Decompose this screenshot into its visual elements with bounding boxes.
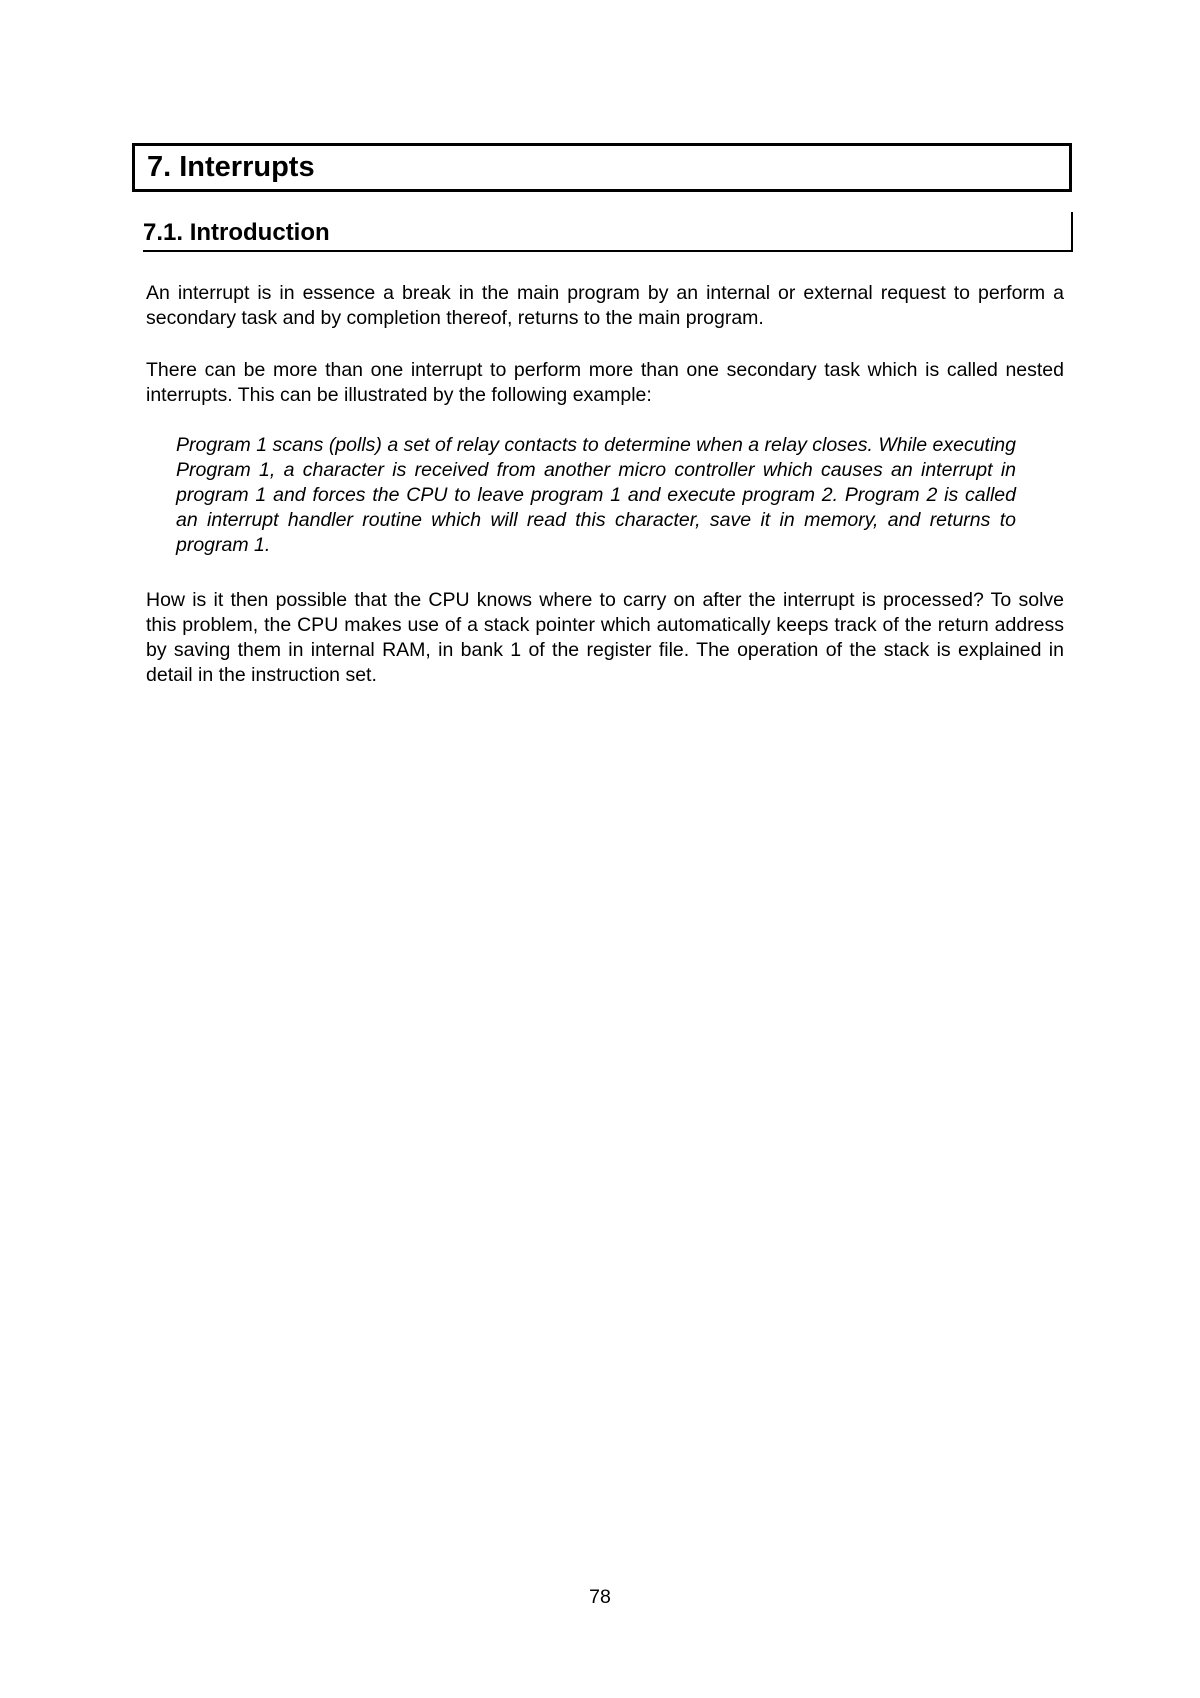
nested-interrupts-paragraph: There can be more than one interrupt to perform more than one secondary task which is called nested interrupts. This can be illustrated by the following example: <box>146 359 1064 406</box>
chapter-heading-box <box>132 143 1072 192</box>
stack-pointer-paragraph: How is it then possible that the CPU knows where to carry on after the interrupt is processed? To solve this problem, the CPU makes use of a stack pointer which automatically keeps track of the return address by saving them in internal RAM, in bank 1 of the register file. The operation of the stack is explained in detail in the instruction set. <box>146 589 1064 686</box>
section-heading-rule-cap <box>1071 212 1073 218</box>
section-heading <box>143 218 1073 252</box>
section-title: 7.1. Introduction <box>143 219 330 246</box>
intro-paragraph: An interrupt is in essence a break in the main program by an internal or external request to perform a secondary task and by completion thereof, returns to the main program. <box>146 282 1064 329</box>
page-number: 78 <box>589 1586 611 1608</box>
example-paragraph: Program 1 scans (polls) a set of relay contacts to determine when a relay closes. While executing Program 1, a character is received from another micro controller which causes an interrupt in program 1 and forces the CPU to leave program 1 and execute program 2. Program 2 is called an interrupt handler routine which will read this character, save it in memory, and returns to program 1. <box>176 434 1016 556</box>
chapter-title: 7. Interrupts <box>147 151 315 183</box>
